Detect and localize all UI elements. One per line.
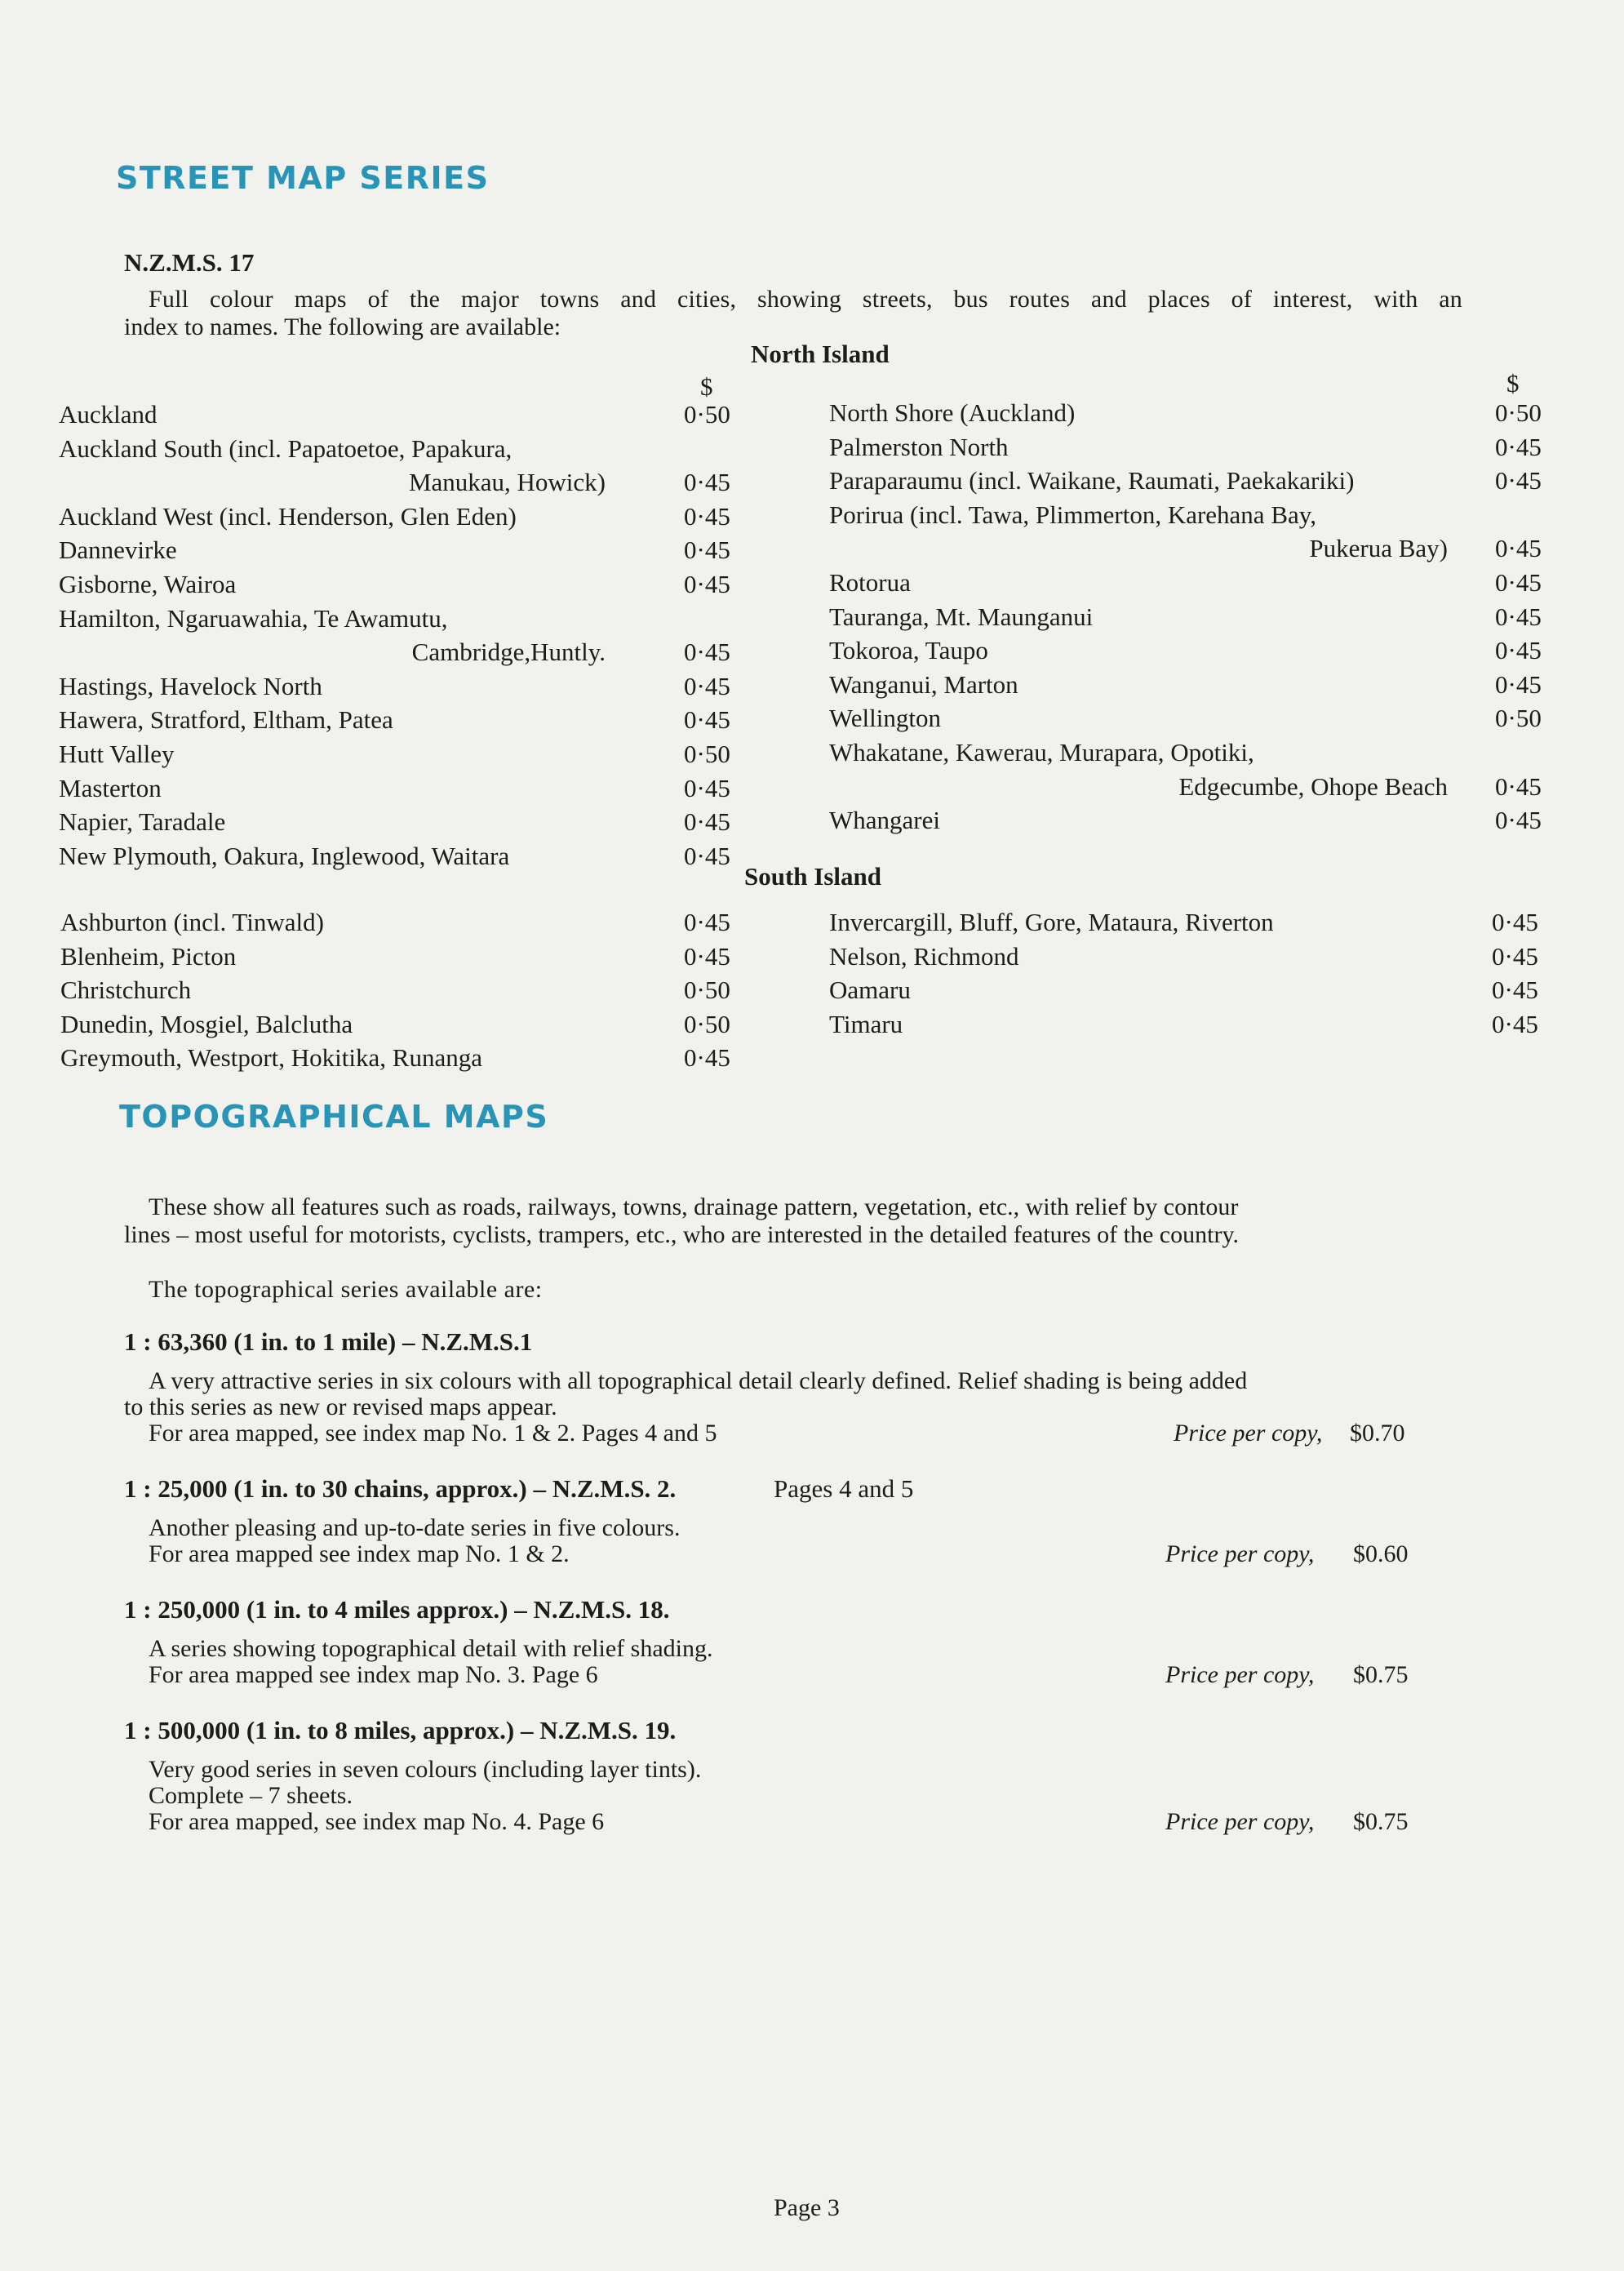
series-title: 1 : 63,360 (1 in. to 1 mile) – N.Z.M.S.1 <box>124 1327 533 1356</box>
map-entry-price: 0·45 <box>1495 636 1542 665</box>
map-entry-name: Invercargill, Bluff, Gore, Mataura, Riverton <box>829 908 1274 936</box>
map-entry-continuation: Edgecumbe, Ohope Beach <box>1178 771 1448 801</box>
map-entry-continuation: Pukerua Bay) <box>1309 534 1448 563</box>
map-entry-price: 0·50 <box>684 400 730 429</box>
map-entry-price: 0·45 <box>1492 908 1538 936</box>
map-entry-price: 0·45 <box>684 468 730 497</box>
map-entry-name: Gisborne, Wairoa <box>59 570 237 598</box>
map-entry-continuation: Manukau, Howick) <box>408 468 606 497</box>
map-entry-name: Christchurch <box>60 976 192 1005</box>
series-description-line: Complete – 7 sheets. <box>149 1782 353 1809</box>
map-entry-price: 0·45 <box>1495 432 1542 461</box>
map-entry-name: New Plymouth, Oakura, Inglewood, Waitara <box>59 841 510 870</box>
map-entry-price: 0·45 <box>684 773 730 802</box>
map-entry-price: 0·45 <box>684 671 730 700</box>
map-entry-price: 0·45 <box>1495 466 1542 496</box>
map-entry-price: 0·45 <box>684 807 730 837</box>
map-entry-price: 0·45 <box>684 908 730 936</box>
series-description-line: Another pleasing and up-to-date series in five colours. <box>149 1514 681 1541</box>
map-entry-price: 0·45 <box>684 536 730 565</box>
street-intro-line-1: Full colour maps of the major towns and cities, showing streets, bus routes and places of interest, with an <box>149 286 1462 313</box>
map-entry-price: 0·45 <box>1495 669 1542 699</box>
topo-intro <box>124 1193 1458 1249</box>
currency-header-right: $ <box>1506 369 1520 398</box>
price-per-copy-label: Price per copy, <box>1165 1661 1315 1688</box>
map-entry-price: 0·45 <box>684 570 730 598</box>
map-entry-name: Auckland West (incl. Henderson, Glen Eden) <box>59 501 517 531</box>
series-intro: The topographical series available are: <box>149 1276 543 1303</box>
map-entry-price: 0·45 <box>684 705 730 735</box>
series-title-pages: Pages 4 and 5 <box>774 1474 914 1503</box>
map-entry-price: 0·45 <box>684 841 730 870</box>
map-entry-name: Greymouth, Westport, Hokitika, Runanga <box>60 1043 482 1073</box>
map-entry-price: 0·45 <box>1495 534 1542 563</box>
map-entry-price: 0·50 <box>1495 398 1542 427</box>
map-entry-price: 0·45 <box>1495 568 1542 597</box>
map-entry-price: 0·45 <box>684 941 730 971</box>
street-intro-line-2: index to names. The following are available: <box>124 313 561 340</box>
map-entry-name: Tauranga, Mt. Maunganui <box>829 602 1094 631</box>
series-price: $0.60 <box>1353 1540 1409 1567</box>
map-entry-name: Ashburton (incl. Tinwald) <box>60 908 324 936</box>
map-entry-name: Wellington <box>829 704 941 733</box>
north-island-label: North Island <box>751 340 890 368</box>
map-entry-price: 0·45 <box>1492 976 1538 1005</box>
series-price: $0.75 <box>1353 1661 1409 1688</box>
series-title: 1 : 500,000 (1 in. to 8 miles, approx.) – N.Z.M.S. 19. <box>124 1716 677 1744</box>
map-entry-name: Napier, Taradale <box>59 807 226 837</box>
map-entry-name: Nelson, Richmond <box>829 941 1019 971</box>
map-entry-continuation: Cambridge,Huntly. <box>411 638 606 667</box>
page-number: Page 3 <box>774 2194 840 2221</box>
series-description-line: A series showing topographical detail with relief shading. <box>149 1635 713 1662</box>
nzms-17-code: N.Z.M.S. 17 <box>124 248 255 277</box>
price-per-copy-label: Price per copy, <box>1165 1808 1315 1835</box>
series-description-line: A very attractive series in six colours with all topographical detail clearly defined. Relief shading is being added <box>149 1367 1248 1394</box>
map-entry-name: Auckland <box>59 400 158 429</box>
map-entry-name: Oamaru <box>829 976 911 1005</box>
map-entry-name: Wanganui, Marton <box>829 669 1018 699</box>
map-entry-price: 0·50 <box>684 1009 730 1038</box>
series-price: $0.75 <box>1353 1808 1409 1835</box>
map-entry-price: 0·45 <box>1492 941 1538 971</box>
topo-intro-line-1: These show all features such as roads, railways, towns, drainage pattern, vegetation, etc., with relief by contour <box>149 1193 1239 1220</box>
street-intro <box>124 286 1462 341</box>
series-description-line: Very good series in seven colours (including layer tints). <box>149 1756 702 1783</box>
map-entry-name: Hamilton, Ngaruawahia, Te Awamutu, <box>59 603 448 633</box>
map-entry-name: Rotorua <box>829 568 911 597</box>
map-entry-name: Timaru <box>829 1009 903 1038</box>
map-entry-price: 0·45 <box>1495 771 1542 801</box>
map-entry-name: Tokoroa, Taupo <box>829 636 988 665</box>
map-entry-price: 0·50 <box>684 740 730 768</box>
map-entry-name: Dannevirke <box>59 536 177 565</box>
map-entry-price: 0·45 <box>684 501 730 531</box>
price-per-copy-label: Price per copy, <box>1165 1540 1315 1567</box>
map-entry-name: Blenheim, Picton <box>60 941 237 971</box>
map-entry-price: 0·45 <box>684 1043 730 1073</box>
map-entry-name: Whangarei <box>829 806 940 835</box>
map-entry-price: 0·45 <box>1495 602 1542 631</box>
map-entry-name: Hawera, Stratford, Eltham, Patea <box>59 705 393 735</box>
series-description-line: For area mapped, see index map No. 1 & 2. Pages 4 and 5 <box>149 1420 717 1447</box>
series-description-line: For area mapped, see index map No. 4. Page 6 <box>149 1808 605 1835</box>
series-description-line: to this series as new or revised maps appear. <box>124 1393 557 1420</box>
map-entry-name: North Shore (Auckland) <box>829 398 1076 427</box>
map-entry-name: Paraparaumu (incl. Waikane, Raumati, Paekakariki) <box>829 466 1355 496</box>
map-entry-name: Whakatane, Kawerau, Murapara, Opotiki, <box>829 738 1254 767</box>
map-entry-price: 0·45 <box>1495 806 1542 835</box>
map-entry-name: Palmerston North <box>829 432 1009 461</box>
topographical-heading: TOPOGRAPHICAL MAPS <box>119 1099 549 1135</box>
map-entry-price: 0·50 <box>1495 704 1542 733</box>
series-description-line: For area mapped see index map No. 1 & 2. <box>149 1540 570 1567</box>
series-title: 1 : 250,000 (1 in. to 4 miles approx.) – N.Z.M.S. 18. <box>124 1595 670 1624</box>
map-entry-name: Hastings, Havelock North <box>59 671 322 700</box>
map-entry-price: 0·50 <box>684 976 730 1005</box>
map-entry-name: Hutt Valley <box>59 740 175 768</box>
series-price: $0.70 <box>1350 1420 1405 1447</box>
map-entry-name: Dunedin, Mosgiel, Balclutha <box>60 1009 353 1038</box>
price-per-copy-label: Price per copy, <box>1174 1420 1323 1447</box>
currency-header-left: $ <box>700 372 713 401</box>
south-island-label: South Island <box>744 862 882 891</box>
topo-intro-line-2: lines – most useful for motorists, cyclists, trampers, etc., who are interested in the detailed features of the country. <box>124 1221 1239 1248</box>
map-entry-price: 0·45 <box>1492 1009 1538 1038</box>
series-description-line: For area mapped see index map No. 3. Page 6 <box>149 1661 598 1688</box>
series-title: 1 : 25,000 (1 in. to 30 chains, approx.) – N.Z.M.S. 2. <box>124 1474 677 1503</box>
street-map-heading: STREET MAP SERIES <box>116 160 490 196</box>
map-entry-name: Auckland South (incl. Papatoetoe, Papakura, <box>59 433 512 463</box>
map-entry-name: Porirua (incl. Tawa, Plimmerton, Karehana Bay, <box>829 500 1316 529</box>
map-entry-name: Masterton <box>59 773 162 802</box>
map-entry-price: 0·45 <box>684 638 730 667</box>
